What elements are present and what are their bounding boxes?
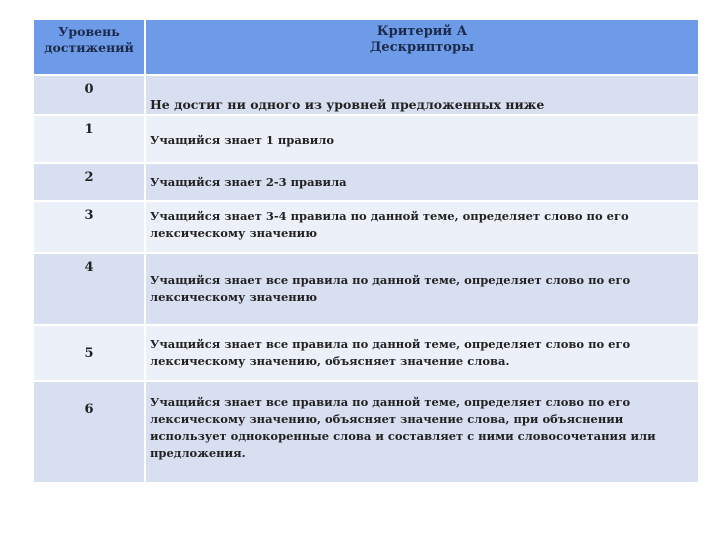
descriptor-cell: Учащийся знает все правила по данной теме, определяет слово по его лексическому значению, объясняет значение слова, при объяснении использует однокоренные слова и составляет с ними словосочетания или предложения. — [150, 395, 656, 460]
table-row — [34, 202, 698, 254]
level-cell: 5 — [34, 326, 146, 380]
table-row — [34, 76, 698, 116]
descriptor-cell: Учащийся знает все правила по данной теме, определяет слово по его лексическому значению — [150, 273, 631, 304]
table-row — [34, 116, 698, 164]
table-row — [34, 326, 698, 382]
descriptor-cell: Учащийся знает 3-4 правила по данной теме, определяет слово по его лексическому значению — [150, 209, 629, 240]
level-cell: 1 — [34, 116, 146, 162]
descriptor-cell: Учащийся знает 1 правило — [150, 133, 335, 147]
assessment-table — [34, 20, 698, 482]
descriptor-cell: Учащийся знает 2-3 правила — [150, 175, 347, 189]
table-header — [34, 20, 698, 76]
level-cell: 3 — [34, 202, 146, 252]
level-cell: 2 — [34, 164, 146, 200]
table-row — [34, 254, 698, 326]
descriptor-cell: Не достиг ни одного из уровней предложенных ниже — [150, 97, 545, 112]
criterion-subtitle: Дескрипторы — [369, 40, 475, 55]
descriptor-cell: Учащийся знает все правила по данной теме, определяет слово по его лексическому значению, объясняет значение слова. — [150, 337, 631, 368]
table-row — [34, 164, 698, 202]
level-column-header: Уровень достижений — [34, 20, 146, 74]
table-row — [34, 382, 698, 482]
criterion-title: Критерий А — [376, 24, 468, 39]
level-cell: 0 — [34, 76, 146, 114]
level-cell: 6 — [34, 382, 146, 482]
criterion-header — [146, 20, 698, 74]
level-cell: 4 — [34, 254, 146, 324]
